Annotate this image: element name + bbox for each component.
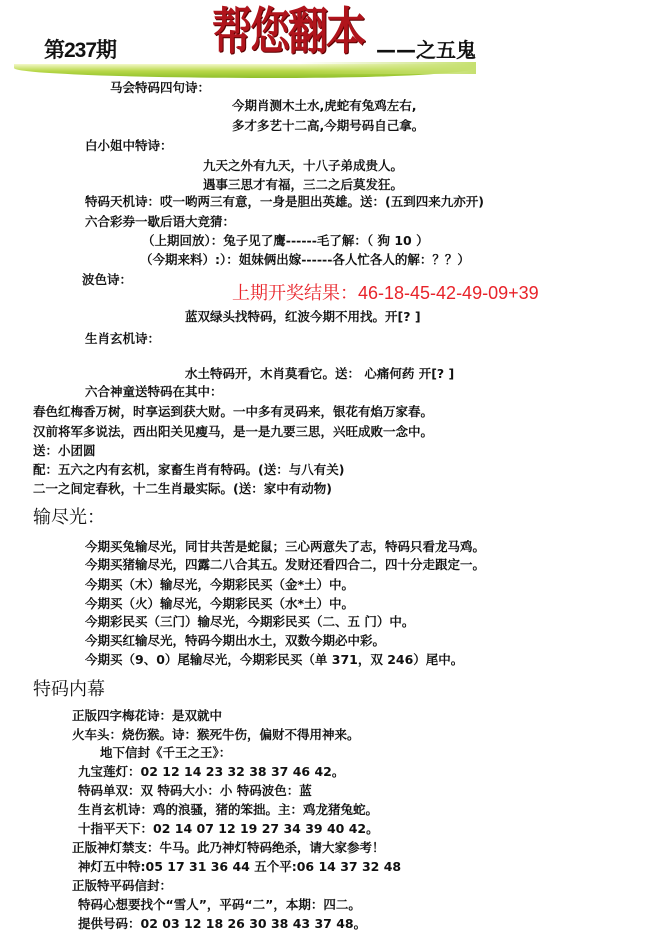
section-heading: 白小姐中特诗： xyxy=(85,138,173,153)
section-heading: 六合彩券一歇后语大竞猜： xyxy=(85,214,236,229)
poem-line: 多才多艺十二高,今期号码自己拿。 xyxy=(232,118,425,133)
poem-line: 九天之外有九天，十八子弟成贵人。 xyxy=(203,158,404,173)
poem-line: 水土特码开，木肖莫看它。送： 心痛何药 开[? ] xyxy=(185,366,455,381)
text-line: 九宝莲灯：02 12 14 23 32 38 37 46 42。 xyxy=(78,764,345,779)
text-line: 提供号码：02 03 12 18 26 30 38 43 37 48。 xyxy=(78,916,367,931)
text-line: 春色红梅香万树，时享运到获大财。一中多有灵码来，银花有焰万家春。 xyxy=(33,404,434,419)
header-band-highlight xyxy=(300,62,476,74)
text-line: 今期买（火）输尽光，今期彩民买（水*土）中。 xyxy=(85,596,355,611)
section-heading: 马会特码四句诗： xyxy=(110,80,211,95)
section-heading-lose-all: 输尽光： xyxy=(33,507,105,528)
text-line: 今期彩民买（三门）输尽光，今期彩民买（二、五 门）中。 xyxy=(85,614,415,629)
text-line: 今期买（9、0）尾输尽光，今期彩民买（单 371，双 246）尾中。 xyxy=(85,652,464,667)
text-line: 生肖玄机诗：鸡的浪骚，猪的笨拙。主：鸡龙猪兔蛇。 xyxy=(78,802,379,817)
text-line: 火车头：烧伤猴。诗：猴死牛伤，偏财不得用神来。 xyxy=(72,727,360,742)
section-heading-inside-info: 特码内幕 xyxy=(33,679,105,700)
text-line: 正版神灯禁支：牛马。此乃神灯特码绝杀，请大家参考！ xyxy=(72,840,385,855)
poem-line: 今期肖测木土水,虎蛇有兔鸡左右, xyxy=(232,98,417,113)
text-line: 特码单双：双 特码大小：小 特码波色：蓝 xyxy=(78,783,312,798)
text-line: 特码天机诗：哎一哟两三有意，一身是胆出英雄。送：(五到四来九亦开) xyxy=(85,194,484,209)
text-line: （上期回放）：兔子见了鹰------毛了解：（ 狗 10 ） xyxy=(142,233,429,248)
section-heading: 生肖玄机诗： xyxy=(85,331,161,346)
last-draw-result: 上期开奖结果：46-18-45-42-49-09+39 xyxy=(232,283,539,303)
text-line: 正版特平码信封： xyxy=(72,878,173,893)
text-line: 特码心想要找个“雪人”，平码“二”，本期：四二。 xyxy=(78,897,361,912)
text-line: 正版四字梅花诗：是双就中 xyxy=(72,708,223,723)
text-line: 今期买猪输尽光，四露二八合其五。发财还看四合二，四十分走跟定一。 xyxy=(85,557,486,572)
section-heading: 六合神童送特码在其中： xyxy=(85,384,223,399)
text-line: 神灯五中特:05 17 31 36 44 五个平:06 14 37 32 48 xyxy=(78,859,402,874)
text-line: 配：五六之内有玄机，家畜生肖有特码。(送：与八有关) xyxy=(33,462,345,477)
page-title: 帮您翻本 xyxy=(212,2,364,61)
text-line: 二一之间定春秋，十二生肖最实际。(送：家中有动物) xyxy=(33,481,332,496)
text-line: 今期买（木）输尽光，今期彩民买（金*土）中。 xyxy=(85,577,355,592)
text-line: 送：小团圆 xyxy=(33,443,96,458)
text-line: （今期来料）:）：姐妹俩出嫁------各人忙各人的解：？？） xyxy=(140,252,470,267)
text-line: 地下信封《千王之王》： xyxy=(100,745,232,760)
text-line: 今期买红输尽光，特码今期出水土，双数今期必中彩。 xyxy=(85,633,386,648)
text-line: 汉前将军多说法，西出阳关见瘦马，是一是九要三思，兴旺成败一念中。 xyxy=(33,424,434,439)
poem-line: 遇事三思才有福，三二之后莫发狂。 xyxy=(203,177,404,192)
text-line: 今期买兔输尽光，同甘共苦是蛇鼠；三心两意失了志，特码只看龙马鸡。 xyxy=(85,539,486,554)
issue-number: 第237期 xyxy=(44,39,117,62)
page-subtitle: ——之五鬼 xyxy=(376,38,476,62)
section-heading: 波色诗： xyxy=(82,272,133,287)
poem-line: 蓝双绿头找特码，红波今期不用找。开[? ] xyxy=(185,309,421,324)
text-line: 十指平天下：02 14 07 12 19 27 34 39 40 42。 xyxy=(78,821,379,836)
